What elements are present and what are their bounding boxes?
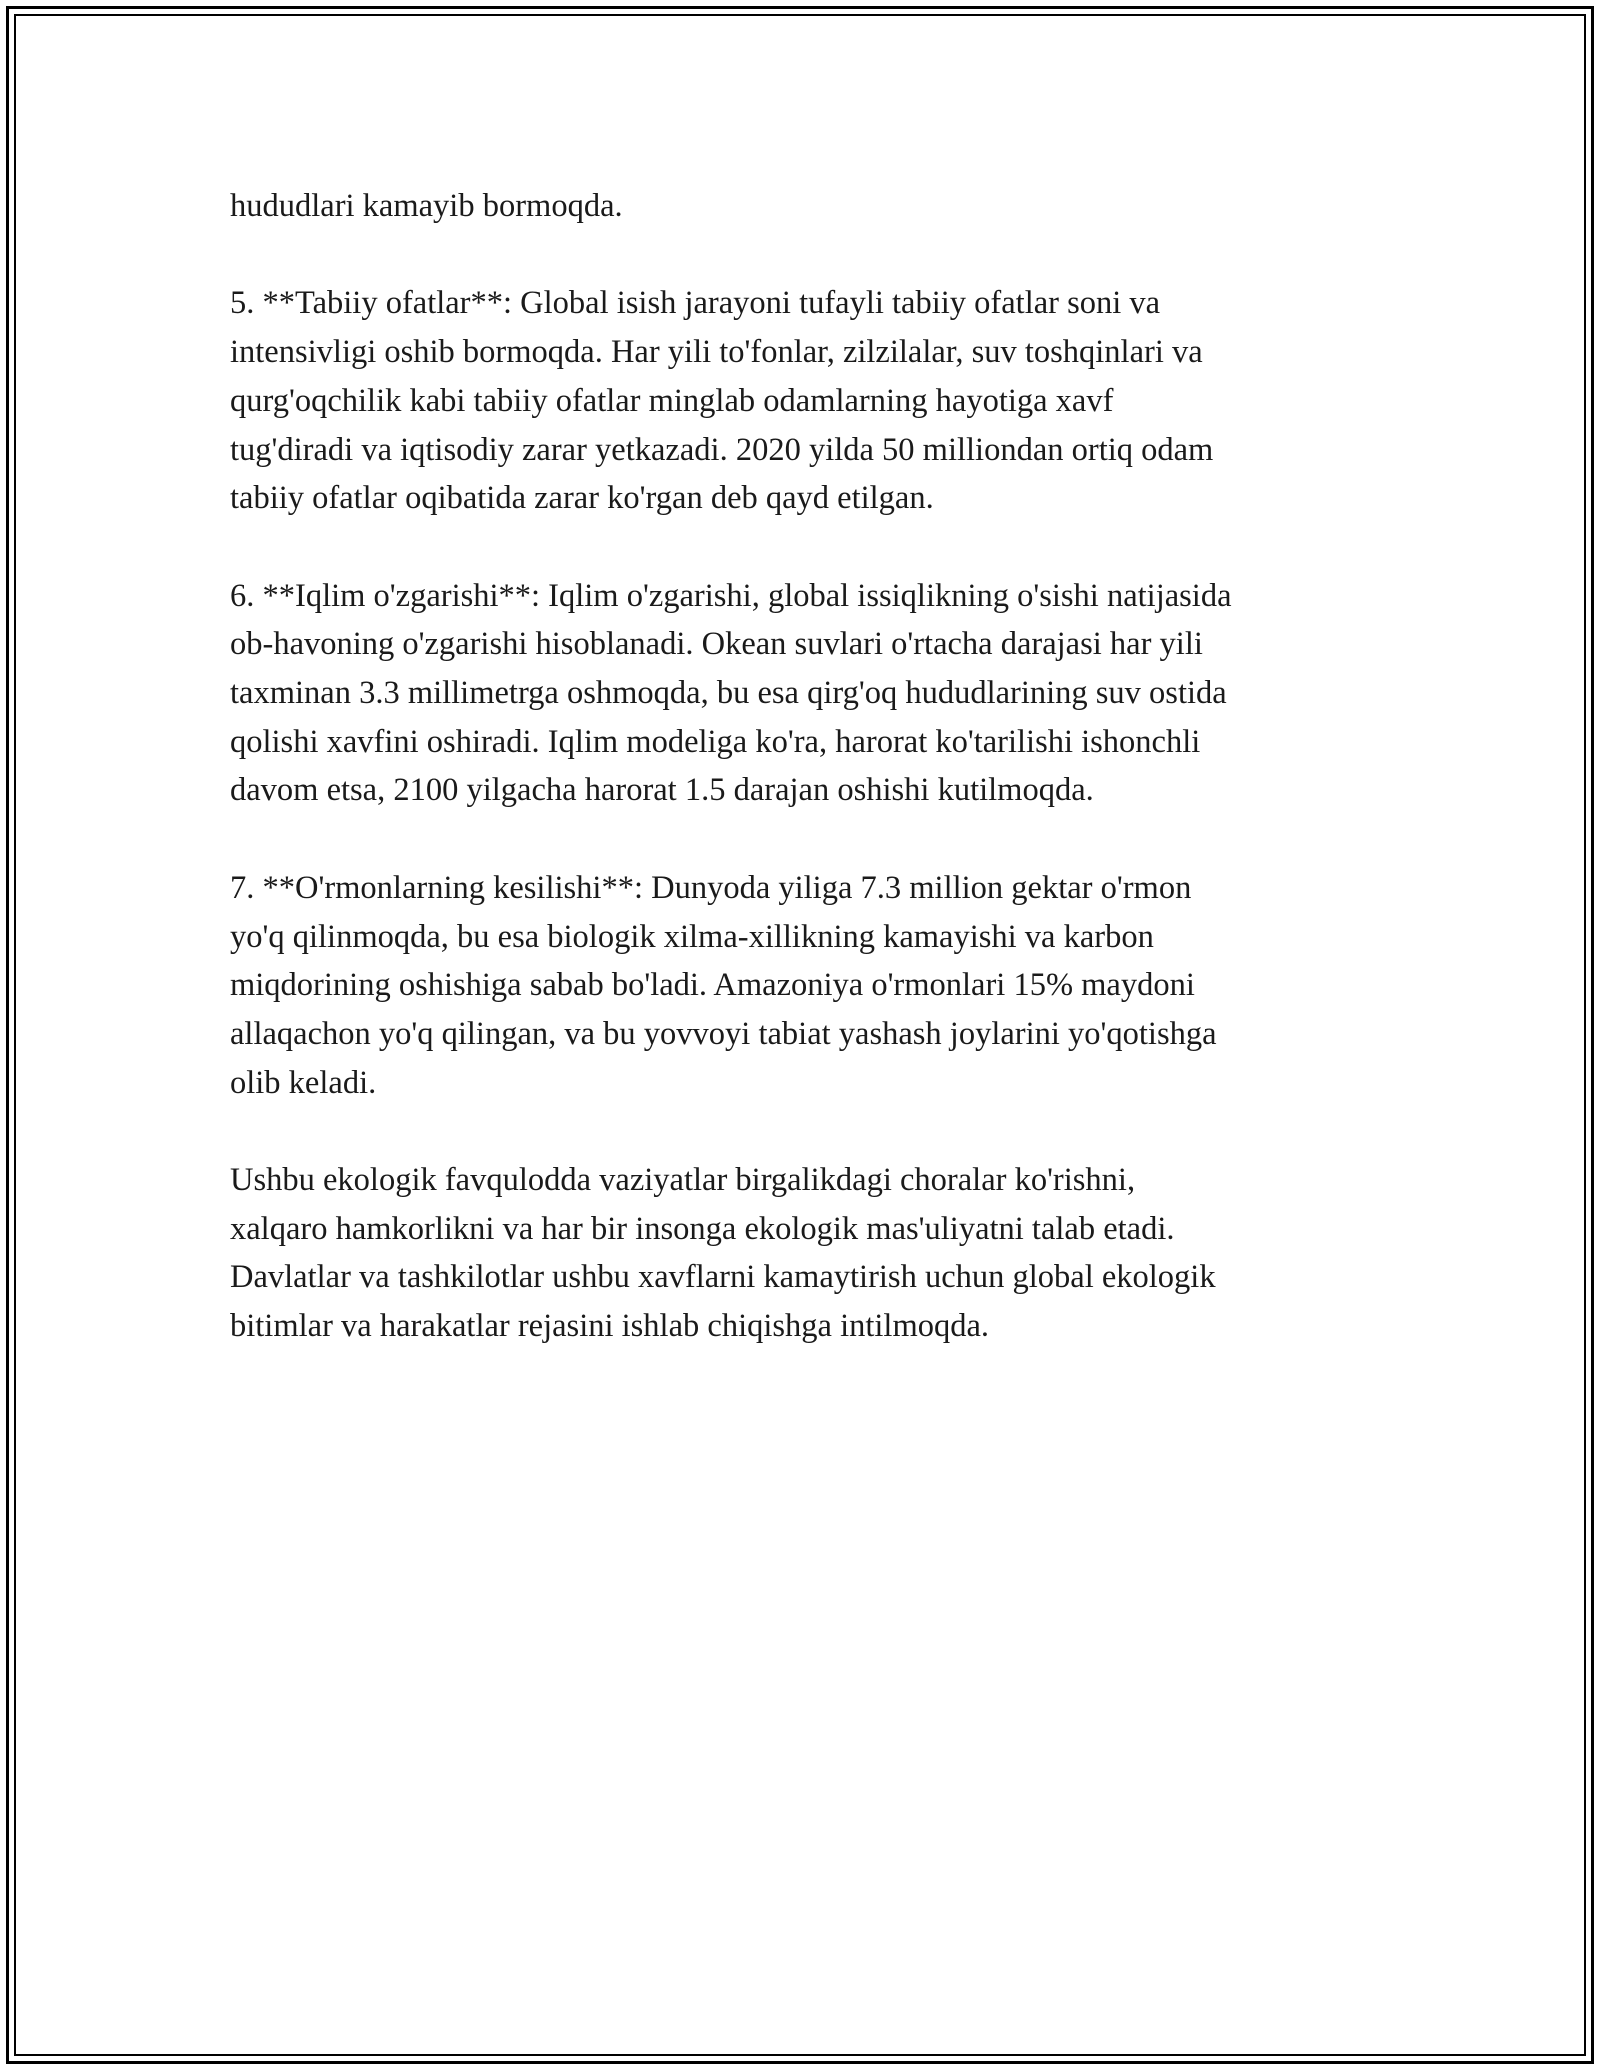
paragraph-conclusion: Ushbu ekologik favqulodda vaziyatlar birgalikdagi choralar ko'rishni, xalqaro hamkorlikni va har bir insonga ekologik mas'uliyatni talab etadi. Davlatlar va tashkilotlar ushbu xavflarni kamaytirish uchun global ekologik bitimlar va harakatlar rejasini ishlab chiqishga intilmoqda. <box>230 1162 1216 1345</box>
paragraph-climate-change: 6. **Iqlim o'zgarishi**: Iqlim o'zgarishi, global issiqlikning o'sishi natijasida ob-havoning o'zgarishi hisoblanadi. Okean suvlari o'rtacha darajasi har yili taxminan 3.3 millimetrga oshmoqda, bu esa qirg'oq hududlarining suv ostida qolishi xavfini oshiradi. Iqlim modeliga ko'ra, harorat ko'tarilishi ishonchli davom etsa, 2100 yilgacha harorat 1.5 darajan oshishi kutilmoqda. <box>230 577 1232 809</box>
paragraph-continuation: hududlari kamayib bormoqda. <box>230 188 623 224</box>
paragraph-deforestation: 7. **O'rmonlarning kesilishi**: Dunyoda yiliga 7.3 million gektar o'rmon yo'q qilinmoqda, bu esa biologik xilma-xillikning kamayishi va karbon miqdorining oshishiga sabab bo'ladi. Amazoniya o'rmonlari 15% maydoni allaqachon yo'q qilingan, va bu yovvoyi tabiat yashash joylarini yo'qotishga olib keladi. <box>230 869 1217 1101</box>
document-body <box>230 182 1380 1400</box>
paragraph-natural-disasters: 5. **Tabiiy ofatlar**: Global isish jarayoni tufayli tabiiy ofatlar soni va intensivligi oshib bormoqda. Har yili to'fonlar, zilzilalar, suv toshqinlari va qurg'oqchilik kabi tabiiy ofatlar minglab odamlarning hayotiga xavf tug'diradi va iqtisodiy zarar yetkazadi. 2020 yilda 50 milliondan ortiq odam tabiiy ofatlar oqibatida zarar ko'rgan deb qayd etilgan. <box>230 285 1214 517</box>
